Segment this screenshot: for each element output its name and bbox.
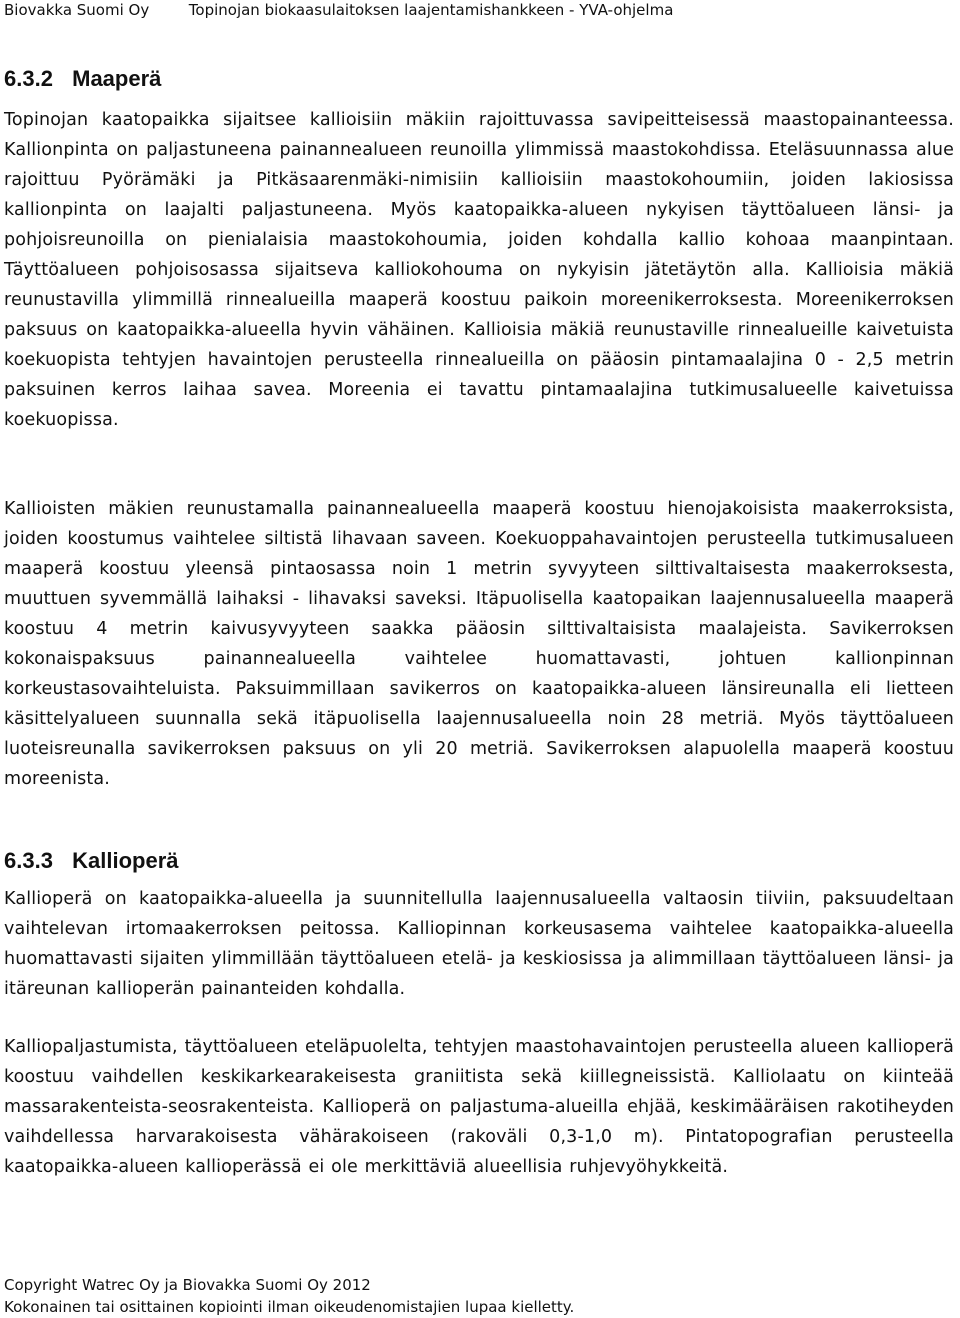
footer-copyright: Copyright Watrec Oy ja Biovakka Suomi Oy 2012 — [4, 1276, 371, 1294]
section-heading-kalliopera — [4, 846, 179, 876]
header-document-title: Topinojan biokaasulaitoksen laajentamishankkeen - YVA-ohjelma — [188, 1, 674, 19]
paragraph: Kallioperä on kaatopaikka-alueella ja suunnitellulla laajennusalueella valtaosin tiiviin, paksuudeltaan vaihtelevan irtomaakerroksen peitossa. Kalliopinnan korkeusasema vaihtelee kaatopaikka-alueella huomattavasti sijaiten ylimmillään täyttöalueen etelä- ja keskiosissa ja alimmillaan täyttöalueen länsi- ja itäreunan kallioperän painanteiden kohdalla. — [4, 889, 954, 999]
section-heading-maapera — [4, 64, 161, 94]
paragraph: Kalliopaljastumista, täyttöalueen eteläpuolelta, tehtyjen maastohavaintojen perusteella alueen kallioperä koostuu vaihdellen keskikarkearakeisesta graniitista sekä kiillegneissistä. Kalliolaatu on kiinteää massarakenteista-seosrakenteista. Kallioperä on paljastuma-alueilla ehjää, keskimääräisen rakotiheyden vaihdellessa harvarakoisesta vähärakoiseen (rakoväli 0,3-1,0 m). Pintatopografian perusteella kaatopaikka-alueen kallioperässä ei ole merkittäviä alueellisia ruhjevyöhykkeitä. — [4, 1037, 954, 1177]
footer-notice: Kokonainen tai osittainen kopiointi ilman oikeudenomistajien lupaa kielletty. — [4, 1298, 575, 1316]
header-organization: Biovakka Suomi Oy — [4, 1, 150, 19]
section-title: Maaperä — [72, 66, 162, 91]
section-number: 6.3.3 — [4, 848, 53, 873]
section-number: 6.3.2 — [4, 66, 53, 91]
section-title: Kallioperä — [72, 848, 179, 873]
paragraph: Topinojan kaatopaikka sijaitsee kallioisiin mäkiin rajoittuvassa savipeitteisessä maastopainanteessa. Kallionpinta on paljastuneena painannealueen reunoilla ylimmissä maastokohdissa. Eteläsuunnassa alue rajoittuu Pyörämäki ja Pitkäsaarenmäki-nimisiin kallioisiin maastokohoumiin, joiden lakiosissa kallionpinta on laajalti paljastuneena. Myös kaatopaikka-alueen nykyisen täyttöalueen länsi- ja pohjoisreunoilla on pienialaisia maastokohoumia, joiden kohdalla kallio kohoaa maanpintaan. Täyttöalueen pohjoisosassa sijaitseva kalliokohouma on nykyisin jätetäytön alla. Kallioisia mäkiä reunustavilla ylimmillä rinnealueilla maaperä koostuu paikoin moreenikerroksesta. Moreenikerroksen paksuus on kaatopaikka-alueella hyvin vähäinen. Kallioisia mäkiä reunustaville rinnealueille kaivetuista koekuopista tehtyjen havaintojen perusteella rinnealueilla on pääosin pintamaalajina 0 - 2,5 metrin paksuinen kerros laihaa savea. Moreenia ei tavattu pintamaalajina tutkimusalueelle kaivetuissa koekuopissa. — [4, 110, 954, 430]
page-header — [4, 0, 944, 20]
page-footer — [4, 1274, 944, 1318]
paragraph: Kallioisten mäkien reunustamalla painannealueella maaperä koostuu hienojakoisista maakerroksista, joiden koostumus vaihtelee siltistä lihavaan saveen. Koekuoppahavaintojen perusteella tutkimusalueen maaperä koostuu yleensä pintaosassa noin 1 metrin syvyyteen silttivaltaisesta maakerroksesta, muuttuen syvemmällä laihaksi - lihavaksi saveksi. Itäpuolisella kaatopaikan laajennusalueella maaperä koostuu 4 metrin kaivusyvyyteen saakka pääosin silttivaltaisista maalajeista. Savikerroksen kokonaispaksuus painannealueella vaihtelee huomattavasti, johtuen kallionpinnan korkeustasovaihteluista. Paksuimmillaan savikerros on kaatopaikka-alueen länsireunalla eli lietteen käsittelyalueen suunnalla sekä itäpuolisella laajennusalueella noin 28 metriä. Myös täyttöalueen luoteisreunalla savikerroksen paksuus on yli 20 metriä. Savikerroksen alapuolella maaperä koostuu moreenista. — [4, 499, 954, 789]
